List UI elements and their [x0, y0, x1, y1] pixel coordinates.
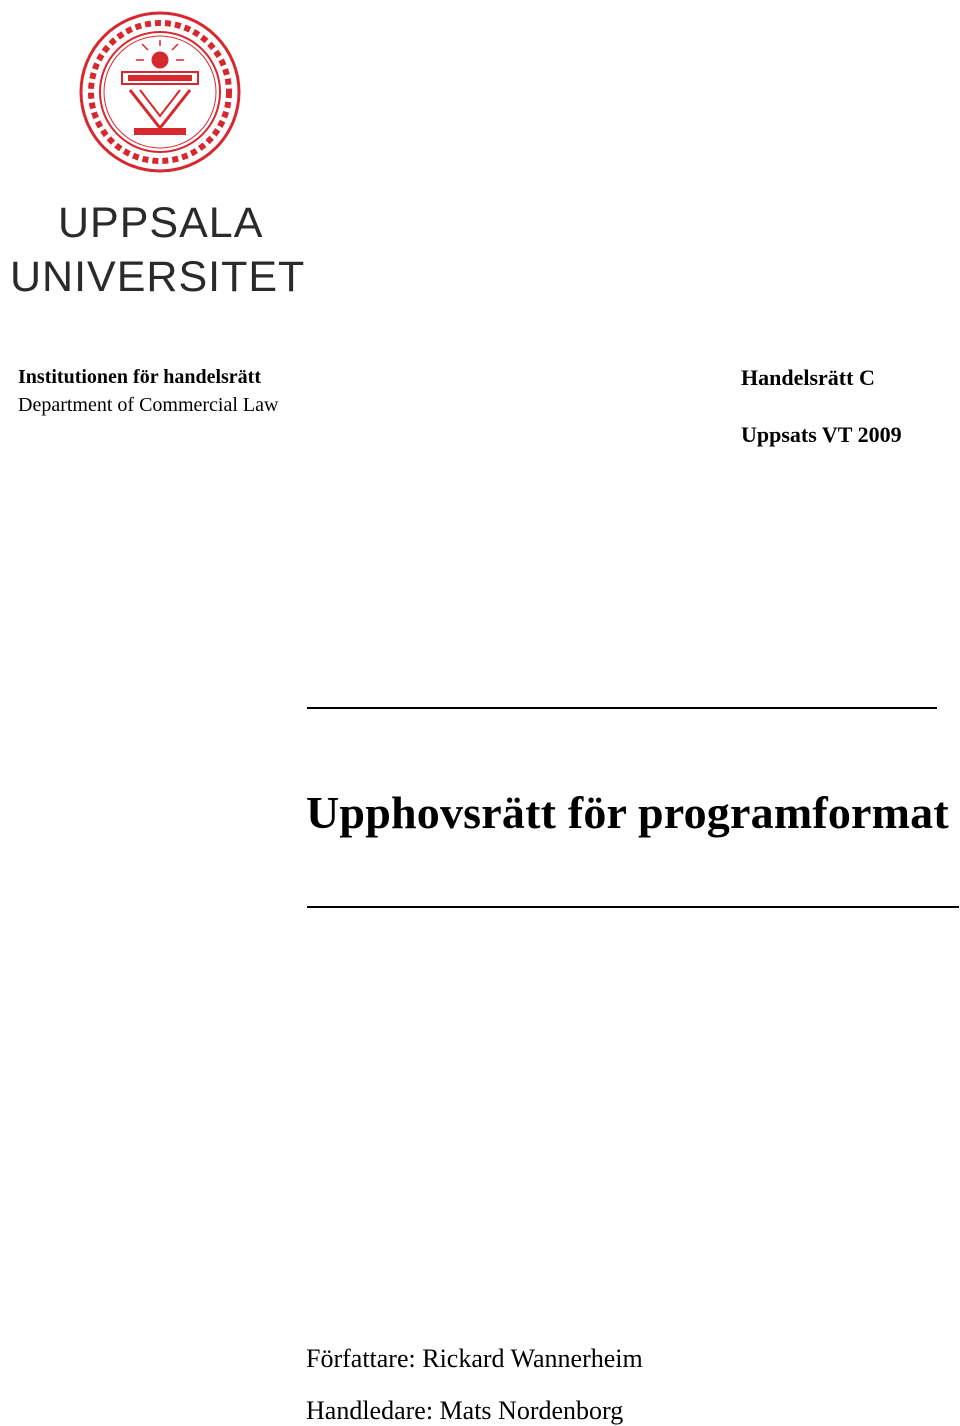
course-name: Handelsrätt C: [741, 365, 875, 390]
paper-term: Uppsats VT 2009: [741, 422, 902, 447]
author-line: Författare: Rickard Wannerheim: [306, 1344, 643, 1373]
wordmark-universitet: UNIVERSITET: [10, 253, 306, 301]
department-name-english: Department of Commercial Law: [18, 394, 279, 416]
page-title: Upphovsrätt för programformat: [306, 787, 949, 838]
department-name-swedish: Institutionen för handelsrätt: [18, 366, 261, 388]
supervisor-line: Handledare: Mats Nordenborg: [306, 1396, 624, 1425]
uppsala-university-seal-icon: [78, 10, 242, 174]
title-rule-bottom: [307, 906, 959, 908]
wordmark-uppsala: UPPSALA: [58, 199, 264, 247]
title-rule-top: [307, 707, 937, 709]
